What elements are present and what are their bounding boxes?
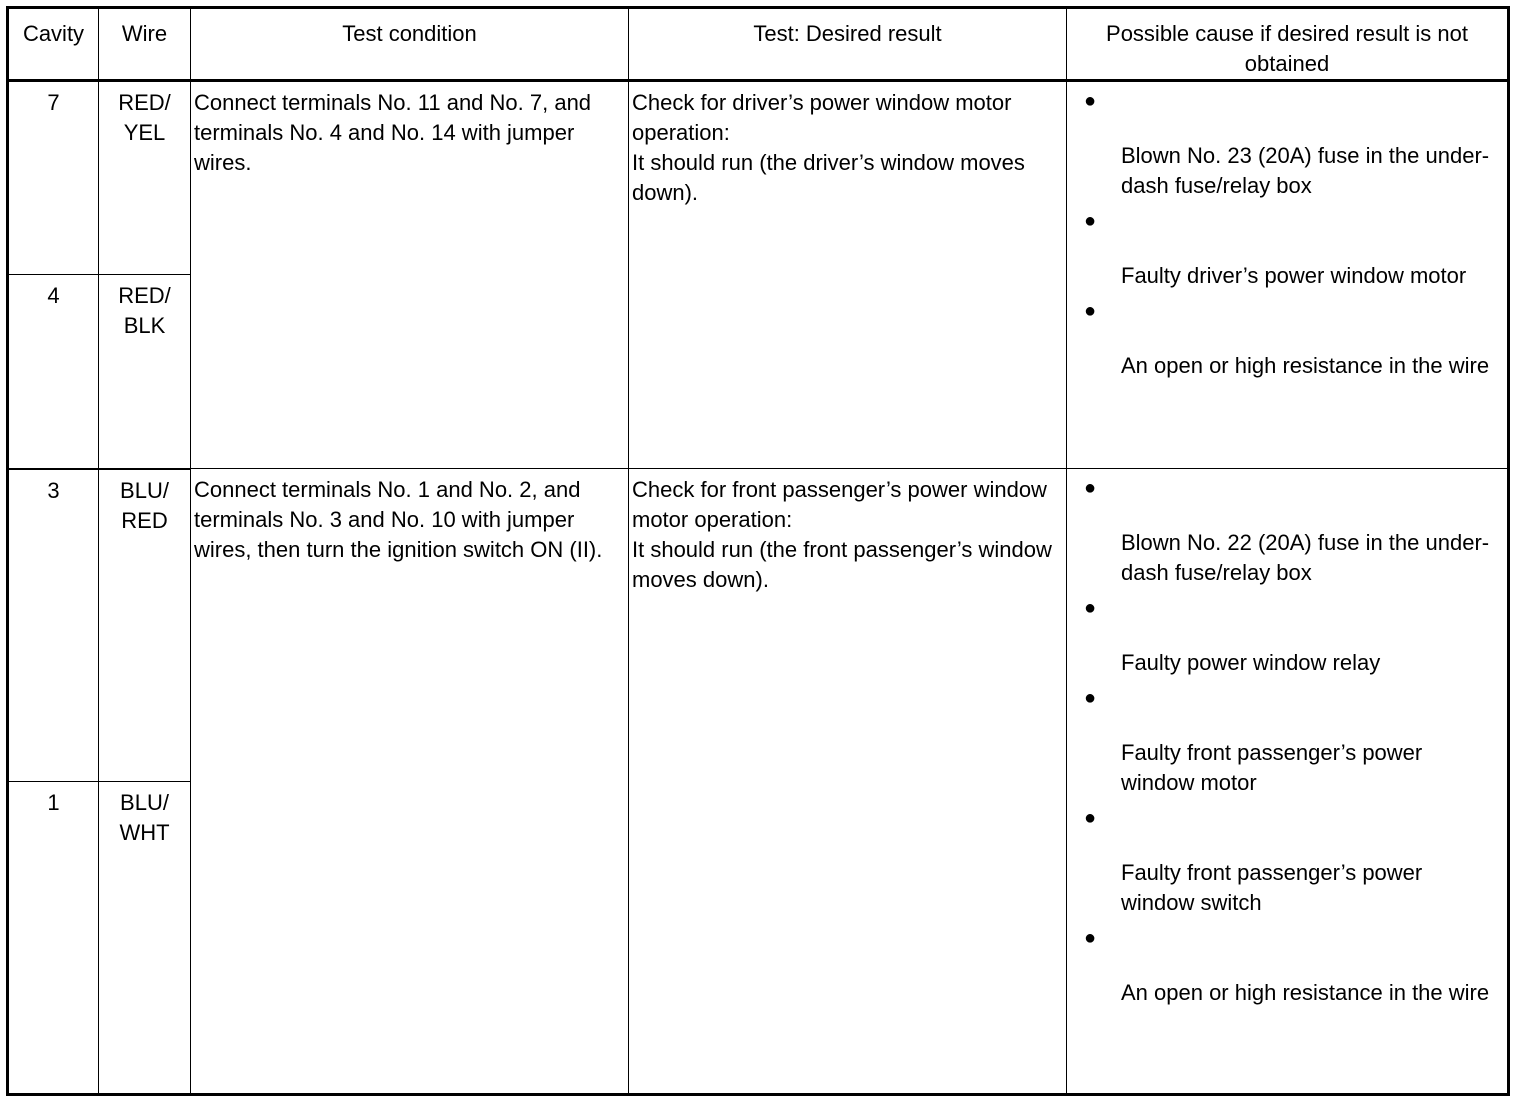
cause-text: Faulty front passenger’s power window motor: [1121, 740, 1423, 795]
cause-item: [1084, 688, 1497, 798]
desired-result-text: Check for front passenger’s power window motor operation: It should run (the front passenger’s window moves down).: [632, 477, 1052, 592]
wire-cell: [99, 81, 191, 275]
wire-cell: [99, 469, 191, 782]
cause-text: An open or high resistance in the wire: [1121, 980, 1490, 1005]
wire-color-line: RED/: [118, 283, 171, 308]
inspection-table: [6, 6, 1510, 1096]
desired-result-cell: [629, 469, 1067, 1095]
cause-item: [1084, 598, 1497, 678]
bullet-icon: ●: [1084, 687, 1097, 709]
cause-item: [1084, 301, 1497, 381]
cause-text: An open or high resistance in the wire: [1121, 353, 1490, 378]
bullet-icon: ●: [1084, 477, 1097, 499]
header-test-condition: Test condition: [191, 8, 629, 81]
wire-color-line: BLK: [123, 313, 166, 338]
wire-cell: [99, 782, 191, 1095]
table-row: [8, 81, 1509, 275]
wire-color-line: RED: [121, 507, 168, 533]
test-condition-cell: Connect terminals No. 1 and No. 2, and terminals No. 3 and No. 10 with jumper wires, then turn the ignition switch ON (II).: [191, 469, 629, 1095]
wire-cell: [99, 275, 191, 469]
cause-item: [1084, 808, 1497, 918]
wire-color-line: YEL: [123, 120, 166, 145]
bullet-icon: ●: [1084, 807, 1097, 829]
header-cavity: Cavity: [8, 8, 99, 81]
header-desired-result: Test: Desired result: [629, 8, 1067, 81]
bullet-icon: ●: [1084, 300, 1097, 322]
cause-text: Faulty front passenger’s power window switch: [1121, 860, 1423, 915]
bullet-icon: ●: [1084, 597, 1097, 619]
bullet-icon: ●: [1084, 210, 1097, 232]
wire-color-line: RED/: [118, 90, 171, 115]
cause-item: [1084, 478, 1497, 588]
desired-result-cell: [629, 81, 1067, 469]
cause-item: [1084, 211, 1497, 291]
cause-text: Blown No. 22 (20A) fuse in the under-dash fuse/relay box: [1121, 530, 1490, 585]
cause-text: Faulty power window relay: [1121, 650, 1381, 675]
possible-cause-cell: [1067, 81, 1509, 469]
table-row: [8, 469, 1509, 782]
cavity-cell: 3: [8, 469, 99, 782]
cavity-cell: 4: [8, 275, 99, 469]
header-row: [8, 8, 1509, 81]
cause-item: [1084, 91, 1497, 201]
header-wire: Wire: [99, 8, 191, 81]
cause-item: [1084, 928, 1497, 1008]
cause-text: Faulty driver’s power window motor: [1121, 263, 1467, 288]
header-possible-cause: Possible cause if desired result is not obtained: [1067, 8, 1509, 81]
cavity-cell: 7: [8, 81, 99, 275]
wire-color-line: BLU/: [120, 477, 169, 503]
bullet-icon: ●: [1084, 927, 1097, 949]
desired-result-text: Check for driver’s power window motor operation: It should run (the driver’s window moves down).: [632, 90, 1025, 205]
cause-text: Blown No. 23 (20A) fuse in the under-dash fuse/relay box: [1121, 143, 1490, 198]
test-condition-cell: Connect terminals No. 11 and No. 7, and terminals No. 4 and No. 14 with jumper wires.: [191, 81, 629, 469]
cavity-cell: 1: [8, 782, 99, 1095]
wire-color-line: WHT: [119, 820, 170, 845]
bullet-icon: ●: [1084, 90, 1097, 112]
possible-cause-cell: [1067, 469, 1509, 1095]
wire-color-line: BLU/: [120, 790, 169, 815]
